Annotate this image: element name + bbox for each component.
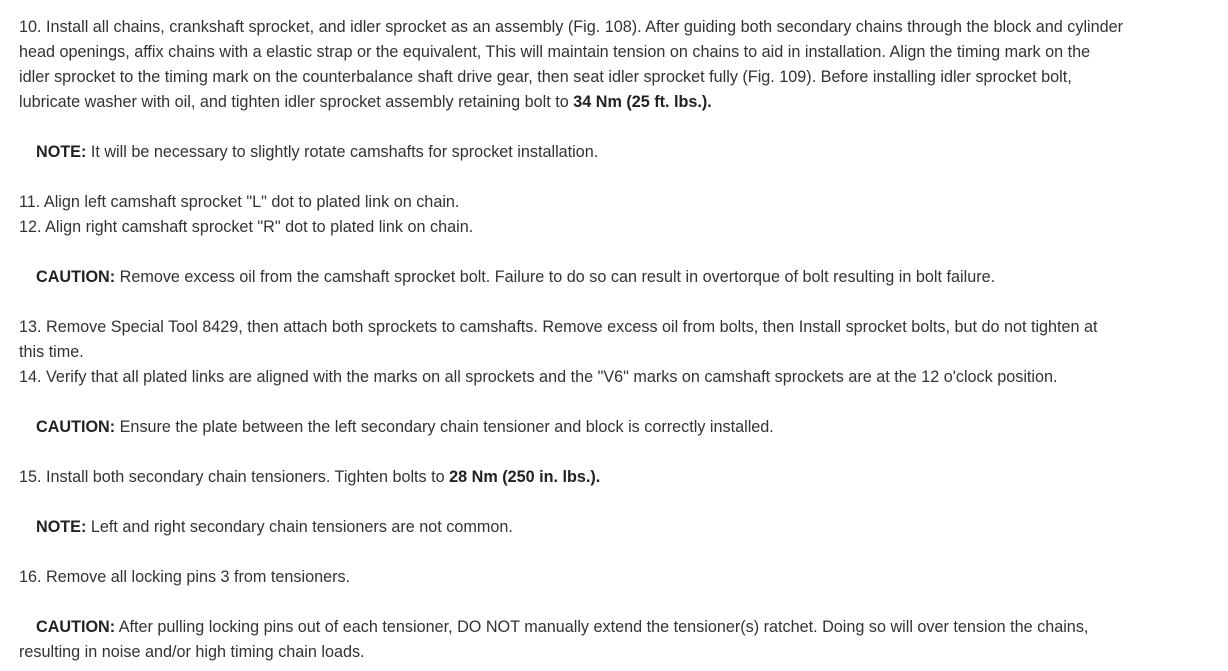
step-10-line-4-text: lubricate washer with oil, and tighten idler sprocket assembly retaining bolt to <box>19 93 574 111</box>
step-10-line-4 <box>19 90 1228 115</box>
spacer <box>19 490 1228 515</box>
caution-excess-oil <box>19 265 1228 290</box>
step-11: 11. Align left camshaft sprocket "L" dot to plated link on chain. <box>19 193 460 211</box>
note-text: It will be necessary to slightly rotate camshafts for sprocket installation. <box>86 143 599 161</box>
step-10-line-3: idler sprocket to the timing mark on the counterbalance shaft drive gear, then seat idler sprocket fully (Fig. 109). Before installing idler sprocket bolt, <box>19 68 1072 86</box>
spacer <box>19 165 1228 190</box>
caution-plate-installed <box>19 415 1228 440</box>
note-text: Left and right secondary chain tensioners are not common. <box>86 518 513 536</box>
caution-label: CAUTION: <box>36 418 116 436</box>
step-13-line-1: 13. Remove Special Tool 8429, then attach both sprockets to camshafts. Remove excess oil from bolts, then Install sprocket bolts, but do not tighten at <box>19 318 1098 336</box>
spacer <box>19 540 1228 565</box>
note-rotate-camshafts <box>19 140 1228 165</box>
step-10-torque-spec: 34 Nm (25 ft. lbs.). <box>573 93 712 111</box>
procedure-document <box>19 15 1228 665</box>
spacer <box>19 440 1228 465</box>
step-14: 14. Verify that all plated links are aligned with the marks on all sprockets and the "V6" marks on camshaft sprockets are at the 12 o'clock position. <box>19 368 1058 386</box>
caution-locking-pins-line-1 <box>19 615 1228 640</box>
note-tensioners-not-common <box>19 515 1228 540</box>
step-15 <box>19 465 1228 490</box>
caution-text: After pulling locking pins out of each tensioner, DO NOT manually extend the tensioner(s) ratchet. Doing so will over tension the chains, <box>115 618 1089 636</box>
note-label: NOTE: <box>36 143 87 161</box>
step-13 <box>19 315 1228 365</box>
step-13-line-2: this time. <box>19 343 84 361</box>
caution-locking-pins <box>19 615 1228 665</box>
spacer <box>19 290 1228 315</box>
spacer <box>19 240 1228 265</box>
step-16: 16. Remove all locking pins 3 from tensioners. <box>19 568 351 586</box>
caution-text: Ensure the plate between the left secondary chain tensioner and block is correctly installed. <box>115 418 774 436</box>
caution-label: CAUTION: <box>36 268 116 286</box>
step-15-text: 15. Install both secondary chain tensioners. Tighten bolts to <box>19 468 450 486</box>
caution-locking-pins-line-2: resulting in noise and/or high timing chain loads. <box>19 643 365 661</box>
spacer <box>19 390 1228 415</box>
note-label: NOTE: <box>36 518 87 536</box>
spacer <box>19 590 1228 615</box>
caution-label: CAUTION: <box>36 618 116 636</box>
caution-text: Remove excess oil from the camshaft sprocket bolt. Failure to do so can result in overtorque of bolt resulting in bolt failure. <box>115 268 996 286</box>
step-10-line-2: head openings, affix chains with a elastic strap or the equivalent, This will maintain tension on chains to aid in installation. Align the timing mark on the <box>19 43 1091 61</box>
spacer <box>19 115 1228 140</box>
step-10-line-1: 10. Install all chains, crankshaft sprocket, and idler sprocket as an assembly (Fig. 108). After guiding both secondary chains through the block and cylinder <box>19 18 1124 36</box>
step-15-torque-spec: 28 Nm (250 in. lbs.). <box>449 468 601 486</box>
step-12: 12. Align right camshaft sprocket "R" dot to plated link on chain. <box>19 218 474 236</box>
step-10 <box>19 15 1228 115</box>
